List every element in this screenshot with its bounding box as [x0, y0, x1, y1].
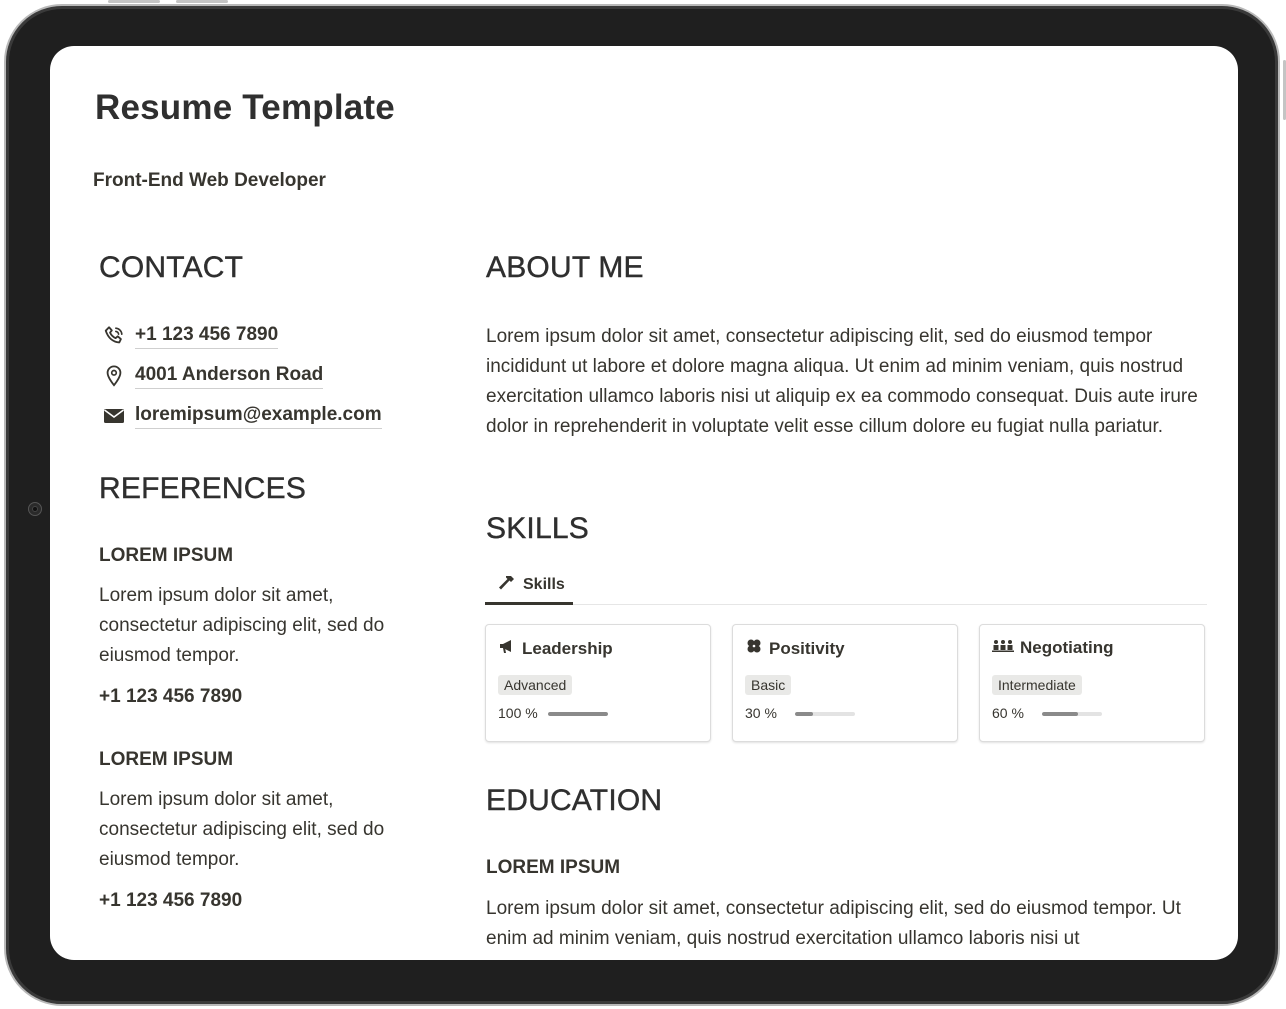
page-title: Resume Template	[95, 88, 395, 127]
mail-icon	[102, 404, 126, 428]
people-icon	[992, 637, 1014, 658]
contact-email[interactable]	[102, 401, 382, 431]
camera-lens	[28, 502, 42, 516]
skill-level-tag: Basic	[745, 675, 791, 695]
contact-phone-text[interactable]: +1 123 456 7890	[135, 324, 278, 349]
skill-level-tag: Intermediate	[992, 675, 1082, 695]
about-heading: ABOUT ME	[486, 251, 644, 284]
reference-phone: +1 123 456 7890	[99, 686, 243, 707]
skill-percent: 60 %	[992, 705, 1024, 721]
skill-percent: 30 %	[745, 705, 777, 721]
skill-percent: 100 %	[498, 705, 538, 721]
skill-card-negotiating[interactable]	[979, 624, 1205, 742]
references-heading: REFERENCES	[99, 472, 307, 505]
skill-level-tag: Advanced	[498, 675, 572, 695]
location-pin-icon	[102, 364, 126, 388]
page-subtitle: Front-End Web Developer	[93, 170, 326, 191]
skill-name: Positivity	[769, 638, 845, 658]
skill-name: Negotiating	[1020, 637, 1114, 657]
skill-card-positivity[interactable]	[732, 624, 958, 742]
tab-divider	[485, 604, 1207, 605]
skill-progress-fill	[548, 712, 608, 716]
contact-phone[interactable]	[102, 321, 278, 351]
volume-button	[176, 0, 228, 3]
skill-card-leadership[interactable]	[485, 624, 711, 742]
skill-name: Leadership	[522, 638, 613, 658]
about-text: Lorem ipsum dolor sit amet, consectetur adipiscing elit, sed do eiusmod tempor incididunt ut labore et dolore magna aliqua. Ut enim ad minim veniam, quis nostrud exercitation ullamco laboris nisi ut aliquip ex ea commodo consequat. Duis aute irure dolor in reprehenderit in voluptate velit esse cillum dolore eu fugiat nulla pariatur.	[486, 326, 1198, 437]
contact-address-text[interactable]: 4001 Anderson Road	[135, 364, 323, 389]
tab-skills[interactable]	[485, 565, 577, 605]
contact-email-text[interactable]: loremipsum@example.com	[135, 404, 382, 429]
reference-name: LOREM IPSUM	[99, 545, 234, 566]
contact-heading: CONTACT	[99, 251, 244, 284]
contact-address[interactable]	[102, 361, 323, 391]
tab-skills-label[interactable]: Skills	[523, 576, 565, 593]
reference-text: Lorem ipsum dolor sit amet, consectetur adipiscing elit, sed do eiusmod tempor.	[99, 789, 385, 870]
reference-name: LOREM IPSUM	[99, 749, 234, 770]
megaphone-icon	[498, 637, 516, 660]
skill-progress-fill	[1042, 712, 1078, 716]
phone-icon	[102, 324, 126, 348]
skill-progress-bar	[795, 712, 855, 716]
skills-heading: SKILLS	[486, 512, 589, 545]
reference-phone: +1 123 456 7890	[99, 890, 243, 911]
page-screen	[50, 46, 1238, 960]
education-item-name: LOREM IPSUM	[486, 857, 621, 878]
volume-button	[108, 0, 160, 3]
clover-icon	[745, 637, 763, 660]
skill-progress-bar	[548, 712, 608, 716]
education-text: Lorem ipsum dolor sit amet, consectetur adipiscing elit, sed do eiusmod tempor. Ut enim ad minim veniam, quis nostrud exercitation ullamco laboris nisi ut	[486, 898, 1181, 949]
skill-progress-fill	[795, 712, 813, 716]
education-heading: EDUCATION	[486, 784, 663, 817]
hammer-icon	[497, 574, 517, 597]
reference-text: Lorem ipsum dolor sit amet, consectetur adipiscing elit, sed do eiusmod tempor.	[99, 585, 385, 666]
skill-progress-bar	[1042, 712, 1102, 716]
tab-active-indicator	[485, 602, 573, 605]
